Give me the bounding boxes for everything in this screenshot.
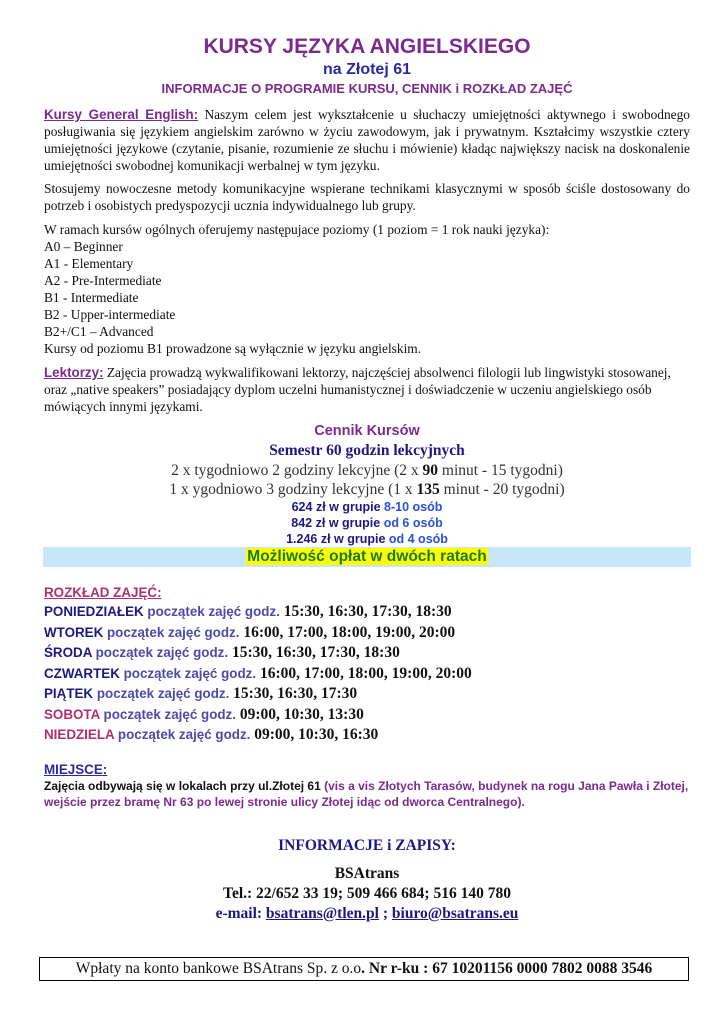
intro-text: Naszym celem jest wykształcenie u słuchaczy umiejętności aktywnego i swobodnego posługiwania się językiem angielskim zarówno w życiu zawodowym, jak i prywatnym. Kształcimy wszystkie cztery umiejętności językowe (czytanie, pisanie, rozumienie ze słuchu i mówienie) kładąc największy nacisk na doskonalenie umiejętności swobodnej komunikacji werbalnej w tym języku. (44, 107, 690, 173)
document-address: na Złotej 61 (322, 61, 412, 78)
price-row: 624 zł w grupie 8-10 osób (291, 500, 443, 514)
email-link-2[interactable]: biuro@bsatrans.eu (391, 904, 519, 922)
intro-paragraph (44, 106, 690, 174)
level-item: A2 - Pre-Intermediate (44, 273, 162, 288)
methods-paragraph: Stosujemy nowoczesne metody komunikacyjne wspierane technikami klasycznymi w sposób ściśle dostosowany do potrzeb i osobistych predyspozycji ucznia indywidualnego lub grupy. (44, 181, 690, 213)
company-name: BSAtrans (334, 864, 400, 882)
schedule-heading: ROZKŁAD ZAJĘĆ: (44, 585, 162, 600)
installments-text: Możliwość opłat w dwóch ratach (247, 548, 487, 565)
levels-note: Kursy od poziomu B1 prowadzone są wyłącznie w języku angielskim. (44, 341, 422, 356)
installments-banner (43, 547, 691, 567)
bank-account-box (39, 957, 689, 981)
schedule-row-friday: PIĄTEK początek zajęć godz. 15:30, 16:30, 17:30 (44, 685, 358, 702)
contact-heading: INFORMACJE i ZAPISY: (278, 836, 456, 854)
lektorzy-paragraph (44, 364, 690, 415)
lektorzy-text: Zajęcia prowadzą wykwalifikowani lektorzy, najczęściej absolwenci filologii lub lingwistyki stosowanej, oraz „native speakers” posiadający dyplom uczelni humanistycznej i doświadczenie w uczeniu angielskiego osób mówiących innymi językami. (44, 365, 671, 414)
level-item: B2 - Upper-intermediate (44, 307, 176, 322)
location-text: Zajęcia odbywają się w lokalach przy ul.Złotej 61 (vis a vis Złotych Tarasów, budynek na rogu Jana Pawła i Złotej, wejście przez bramę Nr 63 po lewej stronie ulicy Złotej idąc od dworca Centralnego). (44, 778, 689, 809)
email-link-1[interactable]: bsatrans@tlen.pl (265, 904, 379, 922)
level-item: A0 – Beginner (44, 239, 123, 254)
contact-email: e-mail: bsatrans@tlen.pl ; biuro@bsatrans.eu (215, 904, 519, 922)
general-english-label: Kursy General English: (44, 107, 199, 122)
pricing-option-1: 2 x tygodniowo 2 godziny lekcyjne (2 x 90 minut - 15 tygodni) (171, 462, 563, 479)
contact-phones: Tel.: 22/652 33 19; 509 466 684; 516 140 780 (223, 884, 511, 902)
schedule-row-monday: PONIEDZIAŁEK początek zajęć godz. 15:30, 16:30, 17:30, 18:30 (44, 603, 452, 620)
schedule-row-saturday: SOBOTA początek zajęć godz. 09:00, 10:30, 13:30 (44, 705, 364, 723)
schedule-row-tuesday: WTOREK początek zajęć godz. 16:00, 17:00, 18:00, 19:00, 20:00 (44, 623, 456, 641)
lektorzy-label: Lektorzy: (44, 365, 104, 380)
schedule-row-thursday: CZWARTEK początek zajęć godz. 16:00, 17:00, 18:00, 19:00, 20:00 (44, 664, 472, 682)
pricing-option-2: 1 x ygodniowo 3 godziny lekcyjne (1 x 135 minut - 20 tygodni) (169, 481, 565, 498)
level-item: B2+/C1 – Advanced (44, 324, 154, 339)
levels-intro: W ramach kursów ogólnych oferujemy następujace poziomy (1 poziom = 1 rok nauki języka): (44, 222, 550, 237)
document-page (44, 30, 690, 924)
price-row: 842 zł w grupie od 6 osób (291, 516, 443, 530)
level-item: A1 - Elementary (44, 256, 134, 271)
document-subtitle: INFORMACJE O PROGRAMIE KURSU, CENNIK i ROZKŁAD ZAJĘĆ (161, 81, 573, 96)
pricing-semester: Semestr 60 godzin lekcyjnych (269, 442, 465, 459)
schedule-row-wednesday: ŚRODA początek zajęć godz. 15:30, 16:30, 17:30, 18:30 (44, 644, 400, 661)
bank-text: Wpłaty na konto bankowe BSAtrans Sp. z o.o (75, 960, 362, 977)
bank-account-number: . Nr r-ku : 67 10201156 0000 7802 0088 3546 (361, 960, 653, 977)
pricing-title: Cennik Kursów (314, 423, 420, 439)
price-row: 1.246 zł w grupie od 4 osób (286, 532, 448, 546)
level-item: B1 - Intermediate (44, 290, 139, 305)
document-title: KURSY JĘZYKA ANGIELSKIEGO (203, 35, 531, 58)
location-heading: MIEJSCE: (44, 761, 108, 777)
schedule-row-sunday: NIEDZIELA początek zajęć godz. 09:00, 10:30, 16:30 (44, 726, 379, 743)
